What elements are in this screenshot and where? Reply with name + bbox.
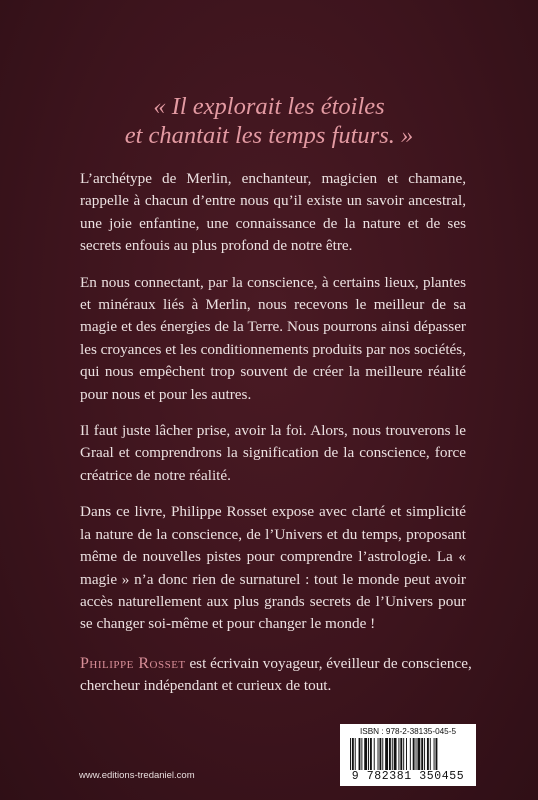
barcode-bar xyxy=(374,738,375,770)
publisher-website: www.editions-tredaniel.com xyxy=(79,770,195,781)
barcode-bar xyxy=(417,738,420,770)
barcode-bar xyxy=(416,738,417,770)
barcode-bar xyxy=(364,738,367,770)
barcode-bar xyxy=(398,738,399,770)
barcode-bar xyxy=(394,738,397,770)
barcode-bar xyxy=(352,738,354,770)
author-name: Philippe Rosset xyxy=(80,655,186,672)
barcode-bar xyxy=(379,738,381,770)
barcode-bar xyxy=(361,738,362,770)
barcode-bar xyxy=(406,738,407,770)
barcode-bar xyxy=(368,738,369,770)
barcode-image xyxy=(350,738,466,770)
barcode-bar xyxy=(410,738,411,770)
blurb-paragraph-3: Il faut juste lâcher prise, avoir la foi. Alors, nous trouverons le Graal et comprendrons la signification de la conscience, force créatrice de notre réalité. xyxy=(80,422,466,484)
barcode-bar xyxy=(436,738,438,770)
barcode-bar xyxy=(434,738,435,770)
barcode-bar xyxy=(389,738,391,770)
barcode-bar xyxy=(403,738,404,770)
barcode-panel xyxy=(340,724,476,786)
barcode-digits: 9 782381 350455 xyxy=(351,770,465,783)
barcode-bar xyxy=(392,738,393,770)
barcode-bar xyxy=(350,738,351,770)
author-bio-text: est écrivain voyageur, éveilleur de conscience, chercheur indépendant et curieux de tout. xyxy=(80,655,472,695)
quote-line-2: et chantait les temps futurs. » xyxy=(124,122,414,149)
barcode-bar xyxy=(430,738,431,770)
barcode-bar xyxy=(359,738,361,770)
barcode-bar xyxy=(355,738,356,770)
quote-line-1: « Il explorait les étoiles xyxy=(153,93,385,120)
barcode-bar xyxy=(382,738,383,770)
barcode-bar xyxy=(370,738,372,770)
blurb-paragraph-4: Dans ce livre, Philippe Rosset expose avec clarté et simplicité la nature de la conscience, de l’Univers et du temps, proposant même de nouvelles pistes pour comprendre l’astrologie. La « magie » n’a donc rien de surnaturel : tout le monde peut avoir accès naturellement aux plus grands secrets de l’Univers pour se changer soi-même et pour changer le monde ! xyxy=(80,503,466,633)
barcode-bar xyxy=(427,738,429,770)
barcode-bar xyxy=(400,738,402,770)
isbn-label: ISBN : 978-2-38135-045-5 xyxy=(359,727,457,736)
blurb-body xyxy=(80,168,466,636)
barcode-bar xyxy=(421,738,423,770)
blurb-paragraph-1: L’archétype de Merlin, enchanteur, magicien et chamane, rappelle à chacun d’entre nous qu’il existe un savoir ancestral, une joie enfantine, une connaissance de la nature et de ses secrets enfouis au plus profond de notre être. xyxy=(80,170,466,255)
barcode-bar xyxy=(424,738,425,770)
author-bio xyxy=(80,653,472,698)
barcode-bar xyxy=(385,738,388,770)
pull-quote xyxy=(0,92,538,150)
barcode-bar xyxy=(378,738,379,770)
barcode-bar xyxy=(413,738,415,770)
blurb-paragraph-2: En nous connectant, par la conscience, à certains lieux, plantes et minéraux liés à Merlin, nous recevons le meilleur de sa magie et des énergies de la Terre. Nous pourrons ainsi dépasser les croyances et les conditionnements produits par nos sociétés, qui nous empêchent trop souvent de créer la meilleure réalité pour nous et pour les autres. xyxy=(80,273,466,403)
